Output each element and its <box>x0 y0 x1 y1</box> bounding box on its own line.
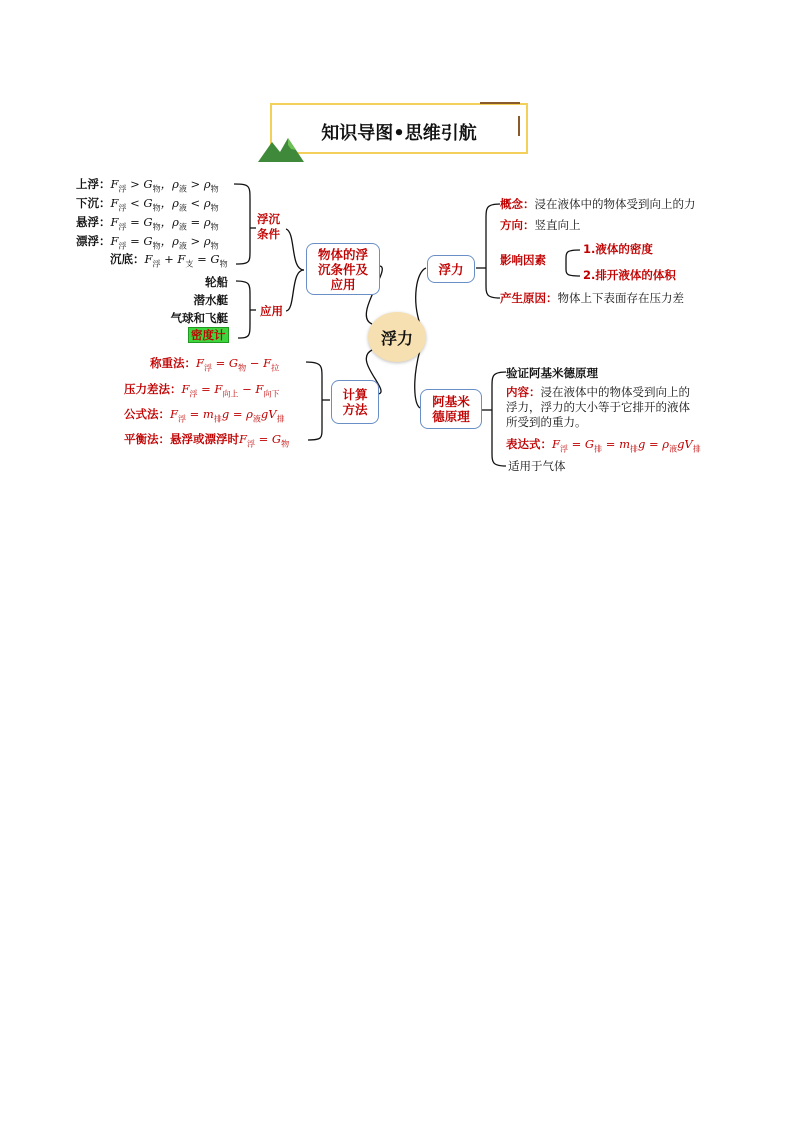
factors-label: 影响因素 <box>500 253 546 267</box>
method-balance: 平衡法：悬浮或漂浮时$F_浮 = G_物$ <box>124 432 290 449</box>
archimedes-verify: 验证阿基米德原理 <box>506 366 598 380</box>
node-buoyancy: 浮力 <box>427 255 475 283</box>
node-archimedes: 阿基米德原理 <box>420 389 482 429</box>
condition-suspend: 悬浮：$F_浮 = G_物$，$\rho_液 = \rho_物$ <box>76 215 219 232</box>
node-calculation-methods: 计算方法 <box>331 380 379 424</box>
factor-volume: 2.排开液体的体积 <box>583 268 676 282</box>
banner-top-accent <box>480 102 520 104</box>
cause-row: 产生原因：物体上下表面存在压力差 <box>500 291 684 305</box>
direction-row: 方向：竖直向上 <box>500 218 581 232</box>
title-banner <box>270 103 528 154</box>
method-pressure-difference: 压力差法：$F_浮 = F_{向上} - F_{向下}$ <box>124 382 280 399</box>
concept-row: 概念：浸在液体中的物体受到向上的力 <box>500 197 696 211</box>
condition-sink: 下沉：$F_浮 < G_物$，$\rho_液 < \rho_物$ <box>76 196 219 213</box>
center-label: 浮力 <box>380 328 413 348</box>
banner-title: 知识导图•思维引航 <box>321 123 477 144</box>
archimedes-content-line2: 浮力，浮力的大小等于它排开的液体 <box>506 400 690 414</box>
factor-density: 1.液体的密度 <box>583 242 653 256</box>
application-hydrometer: 密度计 <box>188 328 228 342</box>
archimedes-gas: 适用于气体 <box>508 459 566 473</box>
archimedes-content-line1: 内容：浸在液体中的物体受到向上的 <box>506 385 690 399</box>
archimedes-content-line3: 所受到的重力。 <box>506 415 587 429</box>
archimedes-expression: 表达式：$F_浮 = G_排 = m_排g = \rho_液gV_排$ <box>506 437 701 454</box>
method-formula: 公式法：$F_浮 = m_排g = \rho_液gV_排$ <box>124 407 285 424</box>
application-submarine: 潜水艇 <box>193 293 228 307</box>
mountain-icon <box>258 136 304 162</box>
method-weighing: 称重法：$F_浮 = G_物 - F_拉$ <box>150 356 280 373</box>
condition-bottom: 沉底：$F_浮 + F_支 = G_物$ <box>110 252 228 269</box>
branch-application-label: 应用 <box>260 304 283 318</box>
application-ship: 轮船 <box>205 275 228 289</box>
node-floating-conditions: 物体的浮沉条件及应用 <box>306 243 380 295</box>
condition-rise: 上浮：$F_浮 > G_物$，$\rho_液 > \rho_物$ <box>76 177 219 194</box>
branch-condition-label: 浮沉条件 <box>257 212 280 241</box>
application-balloon: 气球和飞艇 <box>170 311 228 325</box>
condition-float: 漂浮：$F_浮 = G_物$，$\rho_液 > \rho_物$ <box>76 234 219 251</box>
center-node <box>368 312 426 362</box>
banner-tab-mark <box>518 116 520 136</box>
